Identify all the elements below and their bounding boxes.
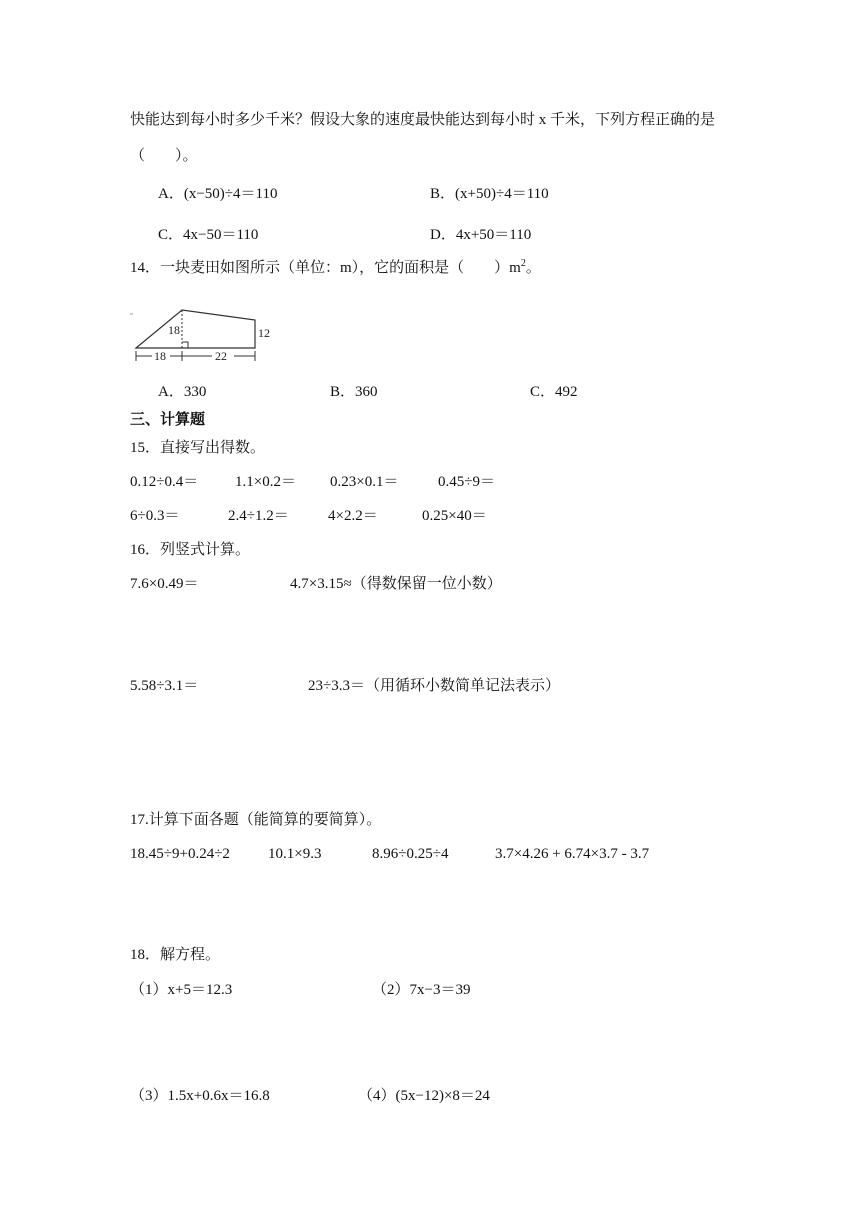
section-title: 三、计算题 <box>130 412 206 428</box>
q16-item: 7.6×0.49＝ <box>130 576 199 592</box>
q13-option-c <box>158 225 258 245</box>
option-expr: (x−50)÷4＝110 <box>183 186 278 202</box>
q15-item: 0.12÷0.4＝ <box>130 474 199 490</box>
q14-stem-end: 。 <box>525 260 541 276</box>
q18-item-1: （1）x+5＝12.3 <box>130 982 233 998</box>
option-label: C． <box>158 227 184 243</box>
option-label: D． <box>430 227 456 243</box>
q15-item: 0.45÷9＝ <box>438 474 495 490</box>
q13-stem-line1: 快能达到每小时多少千米？假设大象的速度最快能达到每小时 x 千米，下列方程正确的是 <box>130 112 716 128</box>
q17-item: 3.7×4.26 + 6.74×3.7 - 3.7 <box>495 846 650 862</box>
base-left-label: 18 <box>154 349 166 363</box>
q17-stem: 17.计算下面各题（能简算的要简算）。 <box>130 812 382 828</box>
q17-item: 18.45÷9+0.24÷2 <box>130 846 230 862</box>
right-side-label: 12 <box>258 326 270 340</box>
q15-item: 2.4÷1.2＝ <box>228 508 289 524</box>
q16-item: 23÷3.3＝（用循环小数简单记法表示） <box>308 678 560 694</box>
field-outline <box>136 310 255 348</box>
right-angle-mark <box>182 342 188 348</box>
q15-item: 4×2.2＝ <box>328 508 378 524</box>
q13-option-d <box>430 225 531 245</box>
q15-item: 1.1×0.2＝ <box>235 474 296 490</box>
q14-stem <box>130 258 541 278</box>
q14-stem-text: 14．一块麦田如图所示（单位：m），它的面积是（ ）m <box>130 260 521 276</box>
q17-item: 8.96÷0.25÷4 <box>372 846 449 862</box>
option-label: B． <box>430 186 456 202</box>
option-expr: 4x+50＝110 <box>455 227 532 243</box>
q16-item: 5.58÷3.1＝ <box>130 678 199 694</box>
option-expr: (x+50)÷4＝110 <box>455 186 549 202</box>
q15-stem: 15．直接写出得数。 <box>130 440 266 456</box>
q14-option-a: A．330 <box>158 384 207 400</box>
q15-item: 0.25×40＝ <box>422 508 487 524</box>
q15-item: 6÷0.3＝ <box>130 508 180 524</box>
option-label: A． <box>158 186 184 202</box>
q18-stem: 18．解方程。 <box>130 947 221 963</box>
q13-option-b <box>430 184 549 204</box>
wheat-field-trapezoid-figure <box>130 298 278 366</box>
unit-superscript: 2 <box>520 258 526 269</box>
base-right-label: 22 <box>215 349 227 363</box>
q13-stem-line2: （ ）。 <box>130 148 198 164</box>
height-label: 18 <box>168 323 180 337</box>
q18-item-3: （3）1.5x+0.6x＝16.8 <box>130 1088 270 1104</box>
q17-item: 10.1×9.3 <box>268 846 322 862</box>
q14-option-b: B．360 <box>330 384 378 400</box>
option-expr: 4x−50＝110 <box>183 227 259 243</box>
q13-option-a <box>158 184 277 204</box>
q18-item-4: （4）(5x−12)×8＝24 <box>358 1088 490 1104</box>
q16-item: 4.7×3.15≈（得数保留一位小数） <box>290 576 502 592</box>
q15-item: 0.23×0.1＝ <box>330 474 399 490</box>
q16-stem: 16．列竖式计算。 <box>130 542 251 558</box>
q18-item-2: （2）7x−3＝39 <box>372 982 471 998</box>
q14-option-c: C．492 <box>530 384 578 400</box>
